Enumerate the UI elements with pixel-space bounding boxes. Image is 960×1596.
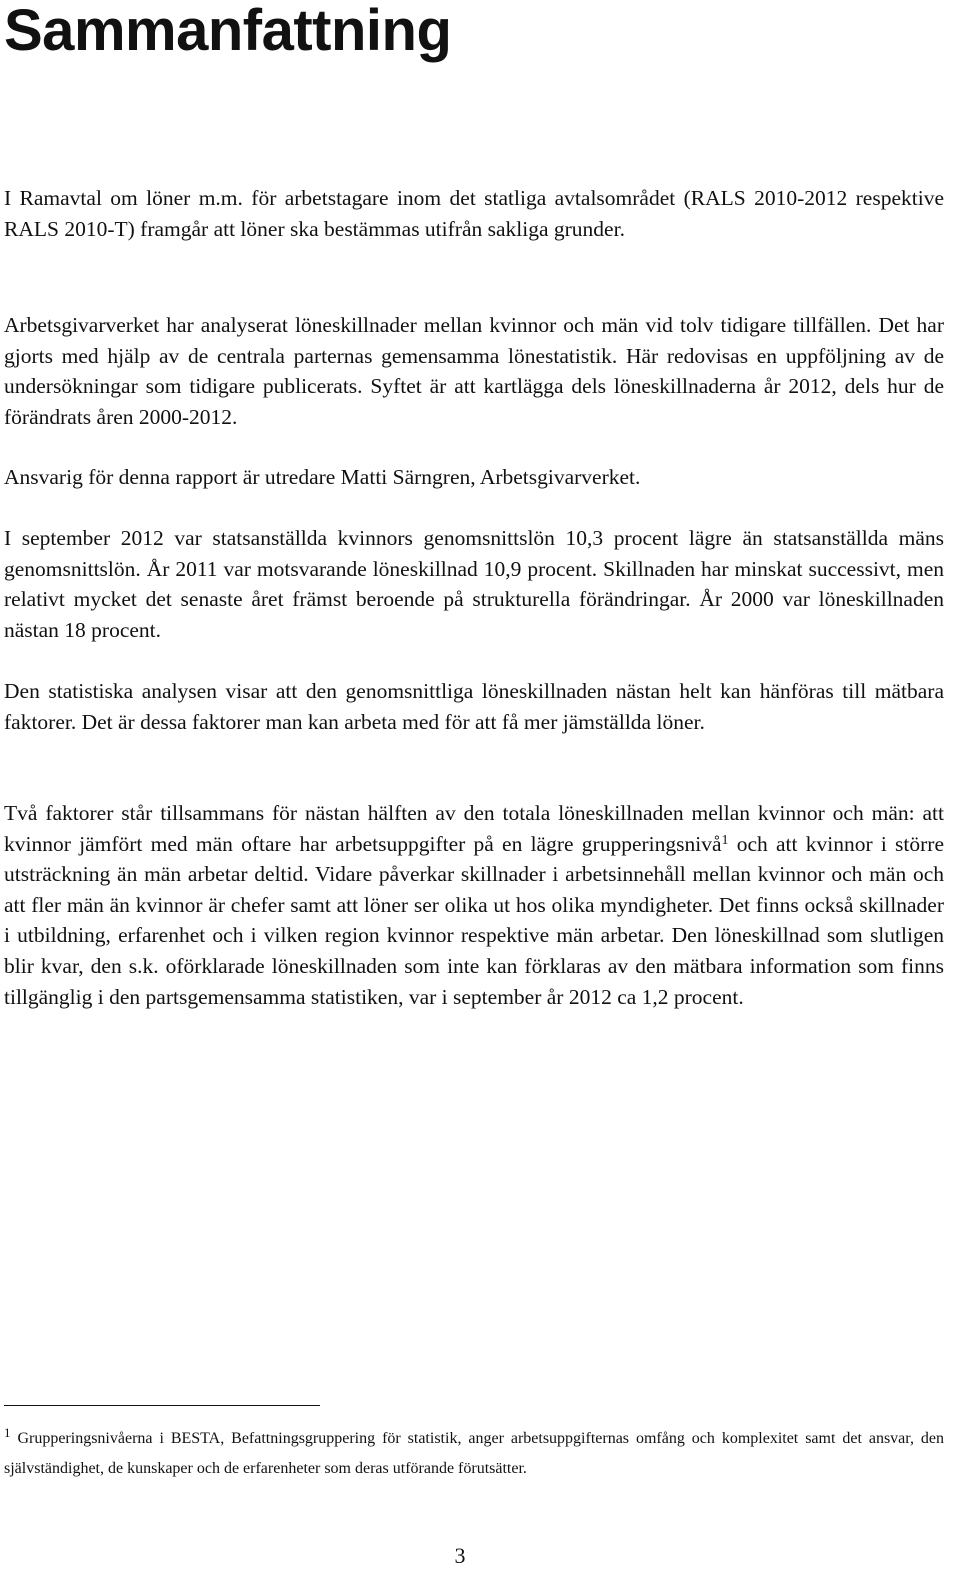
paragraph-intro: I Ramavtal om löner m.m. för arbetstagare inom det statliga avtalsområdet (RALS 2010-2012 respektive RALS 2010-T) framgår att löner ska bestämmas utifrån sakliga grunder.	[4, 186, 944, 241]
paragraph-analysis: Den statistiska analysen visar att den genomsnittliga löneskillnaden nästan helt kan hänföras till mätbara faktorer. Det är dessa faktorer man kan arbeta med för att få mer jämställda löner.	[4, 679, 944, 734]
page-number: 3	[454, 1543, 466, 1568]
paragraph-results: I september 2012 var statsanställda kvinnors genomsnittslön 10,3 procent lägre än statsanställda mäns genomsnittslön. År 2011 var motsvarande löneskillnad 10,9 procent. Skillnaden har minskat successivt, men relativt mycket det senaste året främst beroende på strukturella förändringar. År 2000 var löneskillnaden nästan 18 procent.	[4, 526, 944, 642]
footnote-number: 1	[4, 1425, 11, 1440]
paragraph-author: Ansvarig för denna rapport är utredare Matti Särngren, Arbetsgivarverket.	[4, 465, 641, 489]
paragraph-background: Arbetsgivarverket har analyserat löneskillnader mellan kvinnor och män vid tolv tidigare tillfällen. Det har gjorts med hjälp av de centrala parternas gemensamma lönestatistik. Här redovisas en uppföljning av de undersökningar som tidigare publicerats. Syftet är att kartlägga dels löneskillnaderna år 2012, dels hur de förändrats åren 2000-2012.	[4, 313, 944, 429]
footnote-divider	[4, 1405, 320, 1406]
paragraph-factors-part-2: och att kvinnor i större utsträckning än män arbetar deltid. Vidare påverkar skillnader i arbetsinnehåll mellan kvinnor och män och att fler män än kvinnor är chefer samt att löner ser olika ut hos olika myndigheter. Det finns också skillnader i utbildning, erfarenhet och i vilken region kvinnor respektive män arbetar. Den löneskillnad som slutligen blir kvar, den s.k. oförklarade löneskillnaden som inte kan förklaras av den mätbara information som finns tillgänglig i den partsgemensamma statistiken, var i september år 2012 ca 1,2 procent.	[4, 831, 944, 1009]
paragraph-factors	[4, 798, 944, 1012]
footnote-text: Grupperingsnivåerna i BESTA, Befattningsgruppering för statistik, anger arbetsuppgifternas omfång och komplexitet samt det ansvar, den självständighet, de kunskaper och de erfarenheter som deras utförande förutsätter.	[4, 1430, 944, 1477]
footnote	[4, 1424, 944, 1484]
paragraph-factors-part-1: Två faktorer står tillsammans för nästan hälften av den totala löneskillnaden mellan kvinnor och män: att kvinnor jämfört med män oftare har arbetsuppgifter på en lägre grupperingsnivå	[4, 801, 944, 856]
footnote-reference[interactable]: 1	[721, 832, 729, 848]
page-title: Sammanfattning	[4, 0, 452, 63]
